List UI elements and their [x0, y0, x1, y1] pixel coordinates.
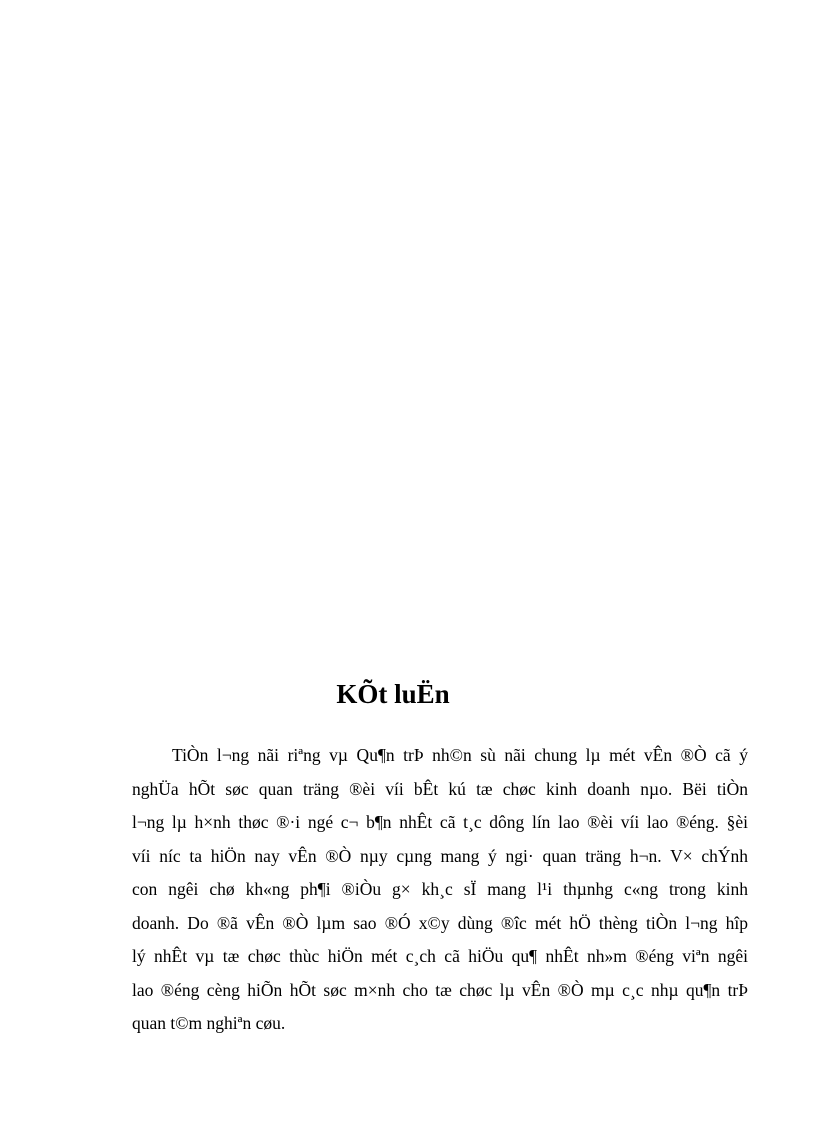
paragraph-line: doanh. Do ®ã vÊn ®Ò lµm sao ®Ó x©y dùng ®îc mét hÖ thèng tiÒn l¬ng hîp [132, 912, 748, 933]
paragraph-line: con ngêi chø kh«ng ph¶i ®iÒu g× kh¸c sÏ mang l¹i thµnhg c«ng trong kinh [132, 879, 748, 899]
paragraph-line: víi níc ta hiÖn nay vÊn ®Ò nµy cµng mang ý ngi· quan träng h¬n. V× chÝnh [132, 845, 748, 866]
section-heading: KÕt luËn [336, 679, 450, 709]
conclusion-paragraph [132, 739, 748, 1041]
paragraph-line: l¬ng lµ h×nh thøc ®·i ngé c¬ b¶n nhÊt cã t¸c dông lín lao ®èi víi lao ®éng. §èi [132, 812, 748, 832]
paragraph-line: nghÜa hÕt søc quan träng ®èi víi bÊt kú tæ chøc kinh doanh nµo. Bëi tiÒn [132, 778, 748, 799]
paragraph-line: lao ®éng cèng hiÕn hÕt søc m×nh cho tæ chøc lµ vÊn ®Ò mµ c¸c nhµ qu¶n trÞ [132, 979, 748, 1000]
paragraph-line: lý nhÊt vµ tæ chøc thùc hiÖn mét c¸ch cã hiÖu qu¶ nhÊt nh»m ®éng viªn ngêi [132, 946, 748, 966]
paragraph-line: TiÒn l¬ng nãi riªng vµ Qu¶n trÞ nh©n sù nãi chung lµ mét vÊn ®Ò cã ý [172, 745, 748, 765]
paragraph-line: quan t©m nghiªn cøu. [132, 1013, 286, 1033]
